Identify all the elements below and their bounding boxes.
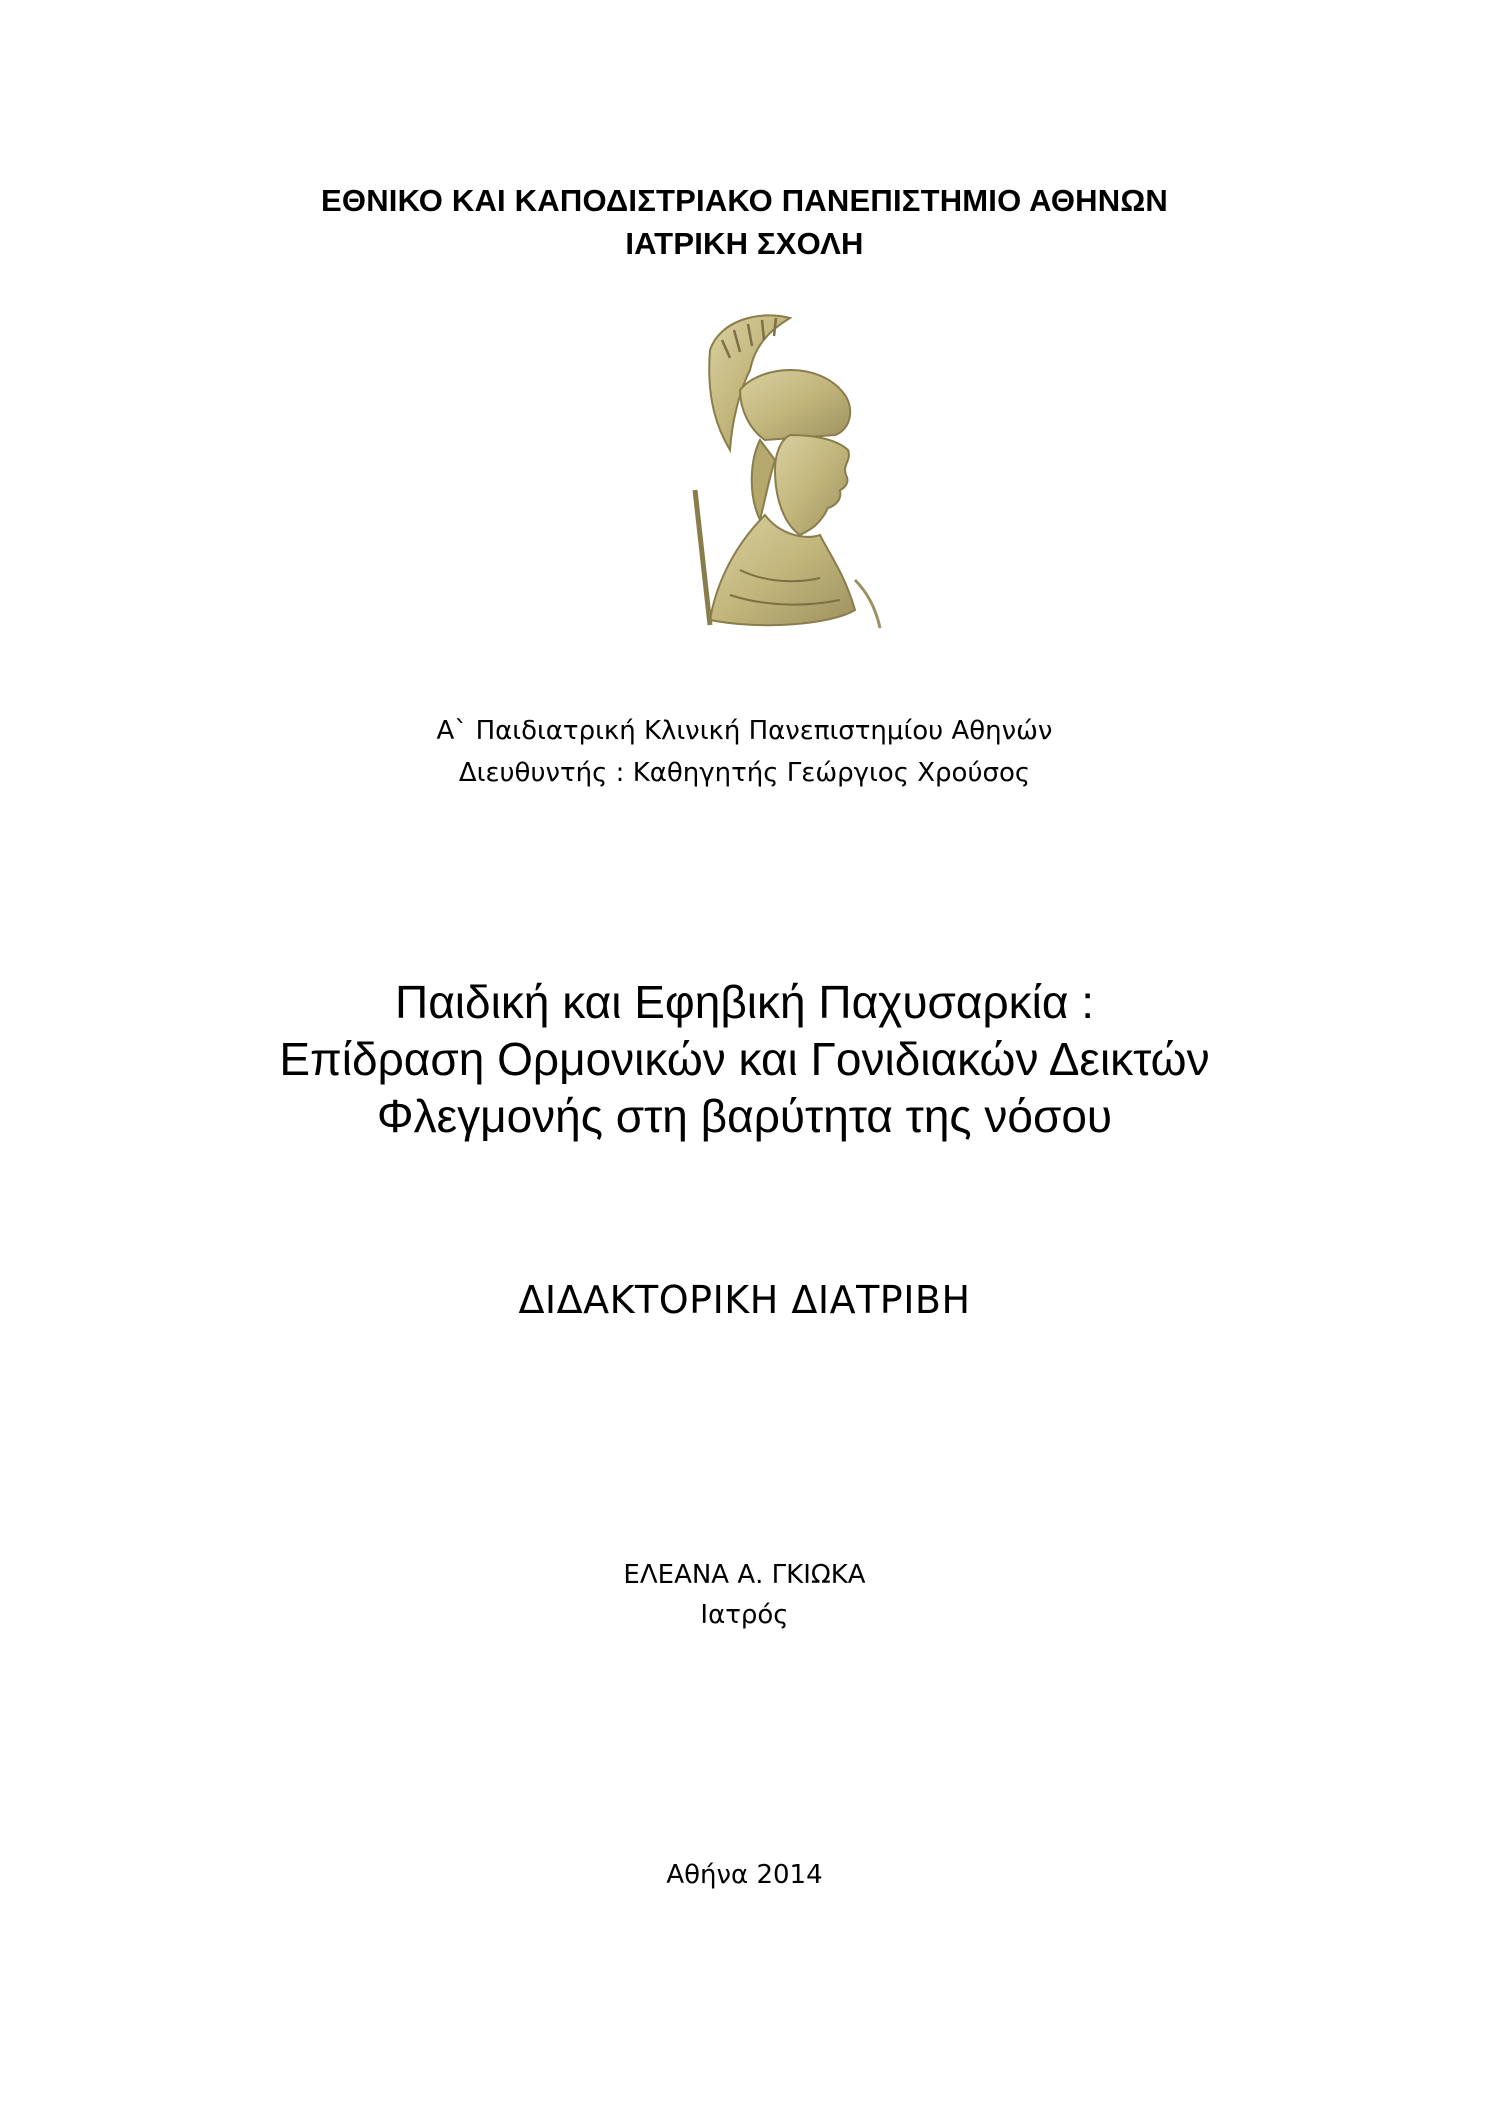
- clinic-name: Α` Παιδιατρική Κλινική Πανεπιστημίου Αθηνών: [436, 716, 1053, 746]
- thesis-title-line-2: Επίδραση Ορμονικών και Γονιδιακών Δεικτών: [279, 1033, 1210, 1085]
- university-name: ΕΘΝΙΚΟ ΚΑΙ ΚΑΠΟΔΙΣΤΡΙΑΚΟ ΠΑΝΕΠΙΣΤΗΜΙΟ ΑΘΗΝΩΝ: [321, 183, 1168, 218]
- place-date: Αθήνα 2014: [666, 1860, 823, 1890]
- athena-head-emblem-icon: [670, 310, 900, 640]
- thesis-title-line-3: Φλεγμονής στη βαρύτητα της νόσου: [376, 1090, 1113, 1142]
- school-name: ΙΑΤΡΙΚΗ ΣΧΟΛΗ: [625, 226, 864, 261]
- document-type: ΔΙΔΑΚΤΟΡΙΚΗ ΔΙΑΤΡΙΒΗ: [518, 1278, 971, 1322]
- clinic-director: Διευθυντής : Καθηγητής Γεώργιος Χρούσος: [458, 758, 1031, 788]
- thesis-title-line-1: Παιδική και Εφηβική Παχυσαρκία :: [394, 976, 1095, 1028]
- author-name: ΕΛΕΑΝΑ Α. ΓΚΙΩΚΑ: [623, 1560, 866, 1590]
- author-role: Ιατρός: [700, 1600, 789, 1630]
